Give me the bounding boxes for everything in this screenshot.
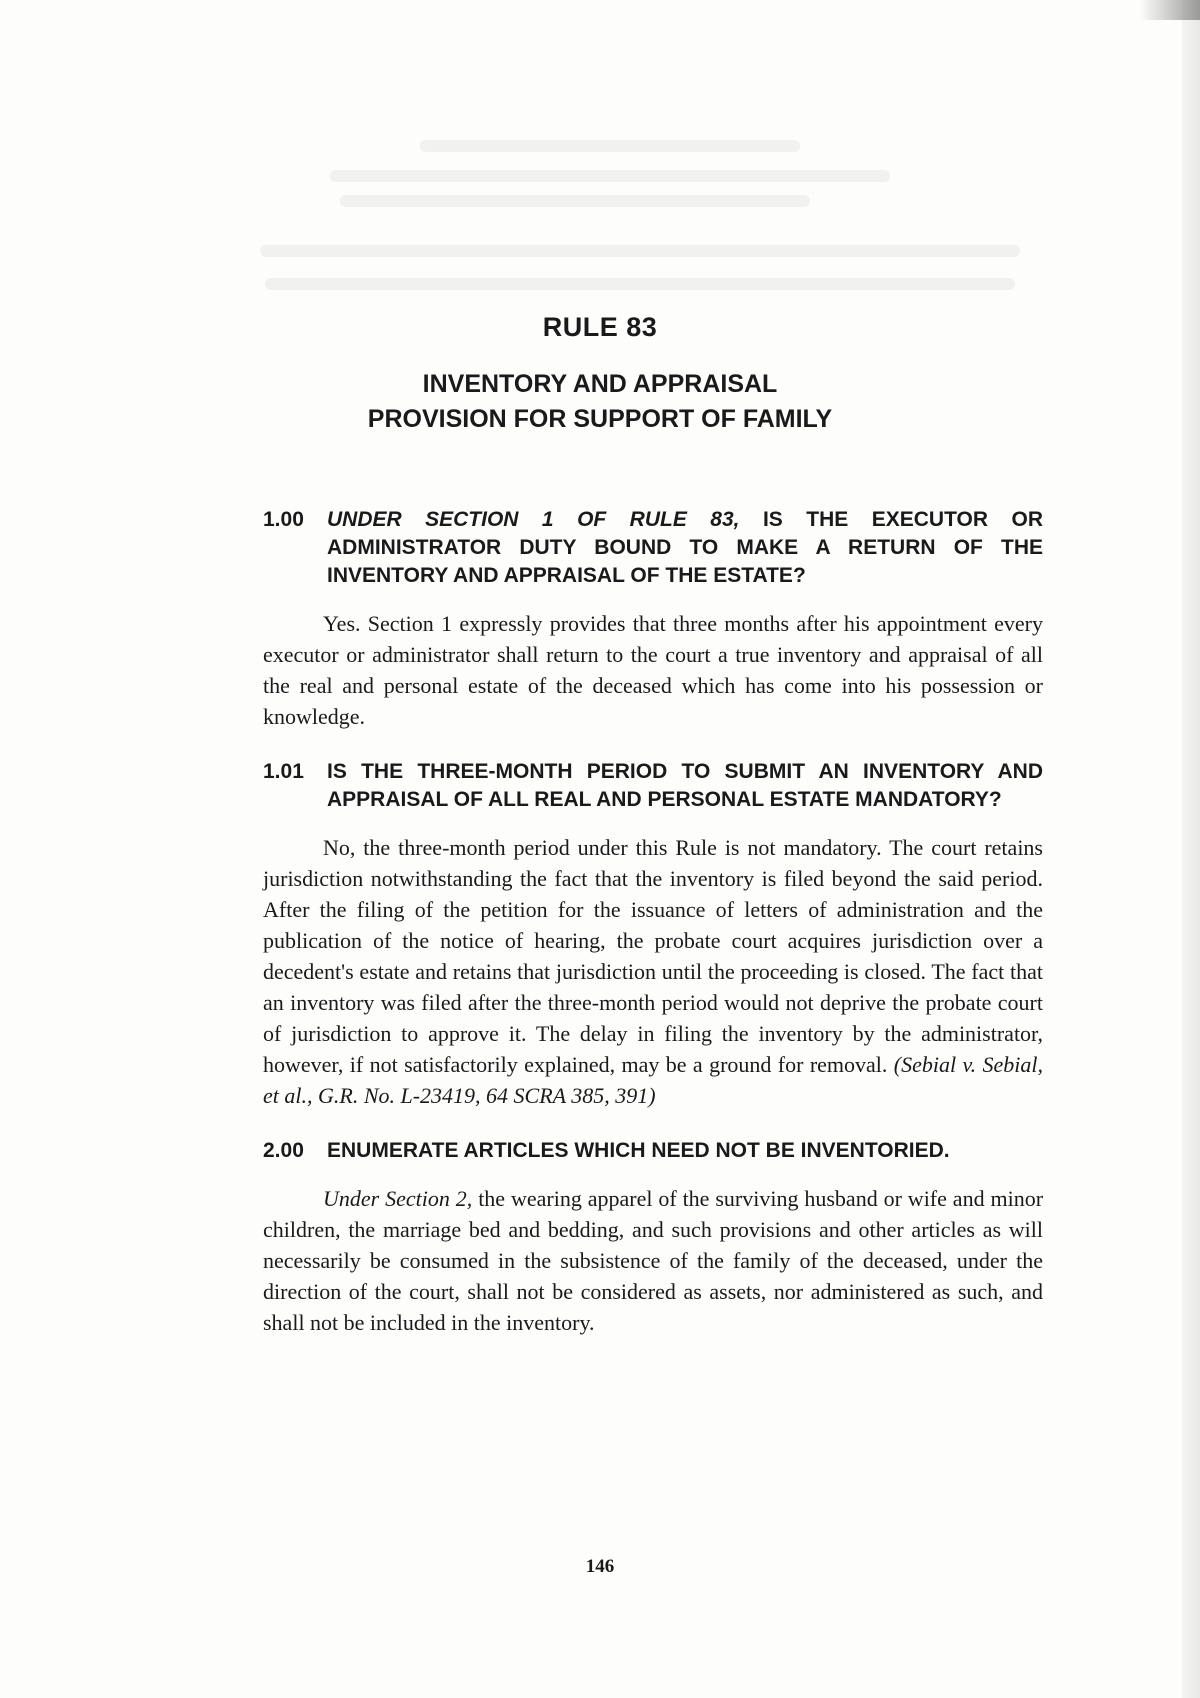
bleed-through [340,195,810,207]
question-2-00 [263,1137,1043,1165]
rule-number: RULE 83 [542,312,658,342]
question-number: 1.01 [263,760,304,783]
answer-1-01 [263,832,1043,1111]
rule-title-line-2: PROVISION FOR SUPPORT OF FAMILY [367,405,833,433]
bleed-through [330,170,890,182]
bleed-through [420,140,800,152]
question-1-01 [263,758,1043,814]
answer-1-00: Yes. Section 1 expressly provides that three months after his appointment every executor or administrator shall return to the court a true inventory and appraisal of all the real and personal estate of the deceased which has come into his possession or knowledge. [263,611,1043,729]
answer-italic-lead: Under Section 2, [323,1186,473,1211]
question-number: 2.00 [263,1139,304,1162]
answer-2-00 [263,1183,1043,1338]
question-text: ENUMERATE ARTICLES WHICH NEED NOT BE INVENTORIED. [327,1139,950,1162]
question-1-00 [263,506,1043,590]
question-number: 1.00 [263,508,304,531]
answer-body: the wearing apparel of the surviving husband or wife and minor children, the marriage bed and bedding, and such provisions and other articles as will necessarily be consumed in the subsistence of the family of the deceased, under the direction of the court, shall not be considered as assets, nor administered as such, and shall not be included in the inventory. [263,1186,1044,1335]
question-body: IS THE EXECUTOR OR ADMINISTRATOR DUTY BOUND TO MAKE A RETURN OF THE INVENTORY AND APPRAISAL OF THE ESTATE? [327,508,1043,587]
page-number: 146 [585,1556,615,1577]
bleed-through [260,245,1020,257]
bleed-through [265,278,1015,290]
corner-shadow [1140,0,1200,20]
rule-title [0,367,1200,437]
answer-body: No, the three-month period under this Rule is not mandatory. The court retains jurisdiction notwithstanding the fact that the inventory is filed beyond the said period. After the filing of the petition for the issuance of letters of administration and the publication of the notice of hearing, the probate court acquires jurisdiction over a decedent's estate and retains that jurisdiction until the proceeding is closed. The fact that an inventory was filed after the three-month period would not deprive the probate court of jurisdiction to approve it. The delay in filing the inventory by the administrator, however, if not satisfactorily explained, may be a ground for removal. [263,835,1043,1077]
question-text: IS THE THREE-MONTH PERIOD TO SUBMIT AN INVENTORY AND APPRAISAL OF ALL REAL AND PERSONAL ESTATE MANDATORY? [327,760,1043,811]
question-text [327,506,1043,590]
rule-title-line-1: INVENTORY AND APPRAISAL [422,370,778,398]
question-italic-lead: UNDER SECTION 1 OF RULE 83, [327,508,740,531]
page-content [263,506,1043,1338]
case-citation: (Sebial v. Sebial, et al., G.R. No. L-23419, 64 SCRA 385, 391) [263,1052,1044,1108]
page-edge-shadow [1182,0,1200,1698]
